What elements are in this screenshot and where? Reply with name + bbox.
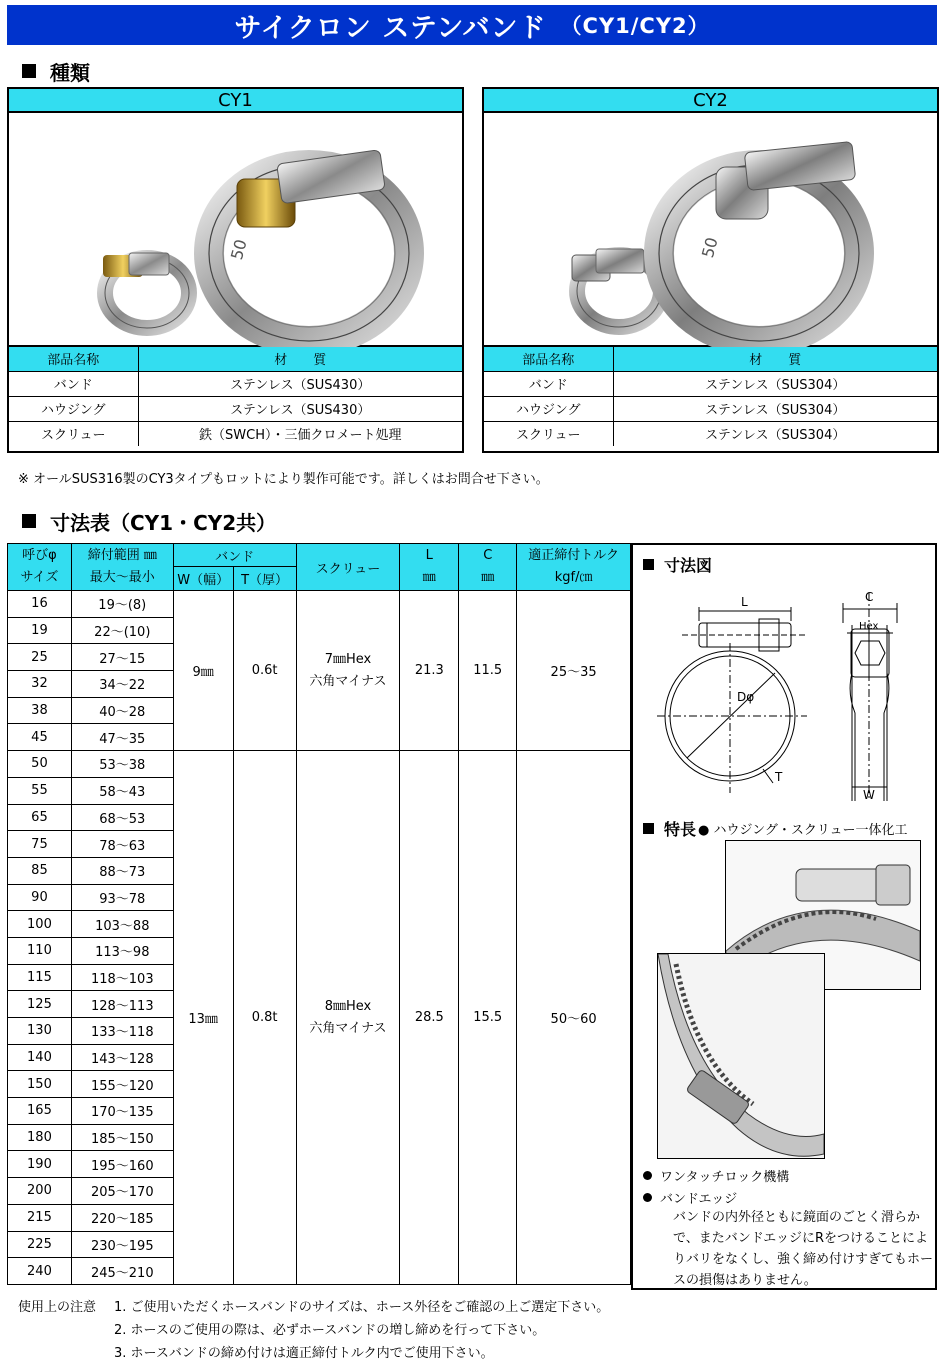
label-t: T — [775, 770, 783, 784]
features-heading — [643, 817, 908, 840]
product-photo-cy2 — [484, 113, 937, 347]
band-width-cell: 13㎜ — [173, 751, 233, 1285]
types-section-label: 種類 — [50, 60, 90, 85]
band-thickness-cell: 0.6t — [233, 591, 296, 751]
product-photo-cy1 — [9, 113, 462, 347]
range-cell: 155～120 — [71, 1071, 173, 1098]
part-name: スクリュー — [484, 421, 613, 446]
type-name-cy2: CY2 — [484, 89, 937, 113]
range-cell: 220～185 — [71, 1204, 173, 1231]
type-box-cy1 — [7, 87, 464, 453]
hose-clamp-image-cy2 — [484, 113, 937, 347]
hose-clamp-image-cy1 — [9, 113, 462, 347]
size-cell: 16 — [8, 591, 72, 618]
diagram-feature-panel — [631, 543, 937, 1290]
types-note: ※ オールSUS316製のCY3タイプもロットにより製作可能です。詳しくはお問合せ下さい。 — [18, 472, 549, 487]
bullet-dot-icon — [643, 1171, 652, 1180]
screw-line: 六角マイナス — [309, 1020, 387, 1036]
screw-line: 8㎜Hex — [324, 998, 372, 1014]
square-bullet-icon — [22, 514, 36, 528]
material-value: ステンレス（SUS304） — [613, 421, 937, 446]
material-value: ステンレス（SUS304） — [613, 371, 937, 396]
square-bullet-icon — [22, 64, 36, 78]
material-header-part: 部品名称 — [9, 347, 138, 371]
size-stamp-cy1: 50 — [226, 237, 251, 262]
features-title: 特長 — [664, 820, 697, 839]
size-cell: 85 — [8, 857, 72, 884]
dimension-diagram — [647, 573, 927, 801]
one-touch-lock-image — [658, 954, 824, 1158]
page-title — [7, 5, 937, 45]
dim-section-label: 寸法表（CY1・CY2共） — [50, 510, 277, 535]
range-cell: 27～15 — [71, 644, 173, 671]
size-cell: 140 — [8, 1044, 72, 1071]
size-cell: 50 — [8, 751, 72, 778]
header-torque-line1: 適正締付トルク — [528, 548, 619, 563]
usage-notes-label: 使用上の注意 — [18, 1300, 97, 1315]
table-row — [484, 421, 937, 446]
part-name: スクリュー — [9, 421, 138, 446]
part-name: バンド — [9, 371, 138, 396]
part-name: ハウジング — [9, 396, 138, 421]
usage-note: 1. ご使用いただくホースバンドのサイズは、ホース外径をご確認の上ご選定下さい。 — [114, 1300, 610, 1315]
size-cell: 55 — [8, 777, 72, 804]
material-value: 鉄（SWCH）・三価クロメート処理 — [138, 421, 462, 446]
dimension-table-body — [8, 591, 631, 1285]
range-cell: 68～53 — [71, 804, 173, 831]
header-torque-line2: kgf/㎝ — [554, 570, 593, 585]
material-header-material: 材 質 — [138, 347, 462, 371]
size-cell: 180 — [8, 1124, 72, 1151]
size-cell: 32 — [8, 671, 72, 698]
part-name: ハウジング — [484, 396, 613, 421]
header-w: W（幅） — [173, 567, 233, 591]
feature-photo-lock — [657, 953, 825, 1159]
title-main: サイクロン ステンバンド — [234, 12, 547, 44]
c-cell: 11.5 — [459, 591, 517, 751]
label-w: W — [863, 788, 875, 801]
range-cell: 128～113 — [71, 991, 173, 1018]
label-d: Dφ — [737, 690, 755, 704]
torque-cell: 50～60 — [517, 751, 631, 1285]
range-cell: 88～73 — [71, 857, 173, 884]
material-header-material: 材 質 — [613, 347, 937, 371]
size-cell: 240 — [8, 1258, 72, 1285]
table-row — [484, 371, 937, 396]
header-l-line2: ㎜ — [422, 570, 436, 585]
screw-cell — [296, 591, 400, 751]
range-cell: 47～35 — [71, 724, 173, 751]
range-cell: 103～88 — [71, 911, 173, 938]
range-cell: 143～128 — [71, 1044, 173, 1071]
range-cell: 195～160 — [71, 1151, 173, 1178]
header-c-line1: C — [483, 548, 493, 563]
header-l-line1: L — [425, 548, 433, 563]
length-cell: 21.3 — [400, 591, 459, 751]
type-box-cy2 — [482, 87, 939, 453]
feature-item-label: ワンタッチロック機構 — [660, 1170, 790, 1185]
range-cell: 170～135 — [71, 1098, 173, 1125]
band-thickness-cell: 0.8t — [233, 751, 296, 1285]
length-cell: 28.5 — [400, 751, 459, 1285]
label-l: L — [741, 595, 748, 609]
size-cell: 100 — [8, 911, 72, 938]
title-sub: （CY1/CY2） — [560, 14, 710, 38]
header-band: バンド — [173, 544, 296, 567]
type-name-cy1: CY1 — [9, 89, 462, 113]
screw-line: 7㎜Hex — [324, 651, 372, 667]
table-row — [9, 396, 462, 421]
screw-line: 六角マイナス — [309, 673, 387, 689]
table-row — [8, 751, 631, 778]
header-range-line1: 締付範囲 ㎜ — [87, 548, 157, 563]
size-cell: 225 — [8, 1231, 72, 1258]
size-cell: 130 — [8, 1018, 72, 1045]
edge-description-line: で、またバンドエッジにRをつけることによ — [673, 1231, 928, 1246]
torque-cell: 25～35 — [517, 591, 631, 751]
material-value: ステンレス（SUS430） — [138, 396, 462, 421]
range-cell: 78～63 — [71, 831, 173, 858]
material-value: ステンレス（SUS304） — [613, 396, 937, 421]
edge-description — [673, 1207, 937, 1291]
size-cell: 125 — [8, 991, 72, 1018]
range-cell: 185～150 — [71, 1124, 173, 1151]
size-cell: 38 — [8, 697, 72, 724]
header-torque — [517, 544, 631, 591]
range-cell: 40～28 — [71, 697, 173, 724]
size-cell: 115 — [8, 964, 72, 991]
material-value: ステンレス（SUS430） — [138, 371, 462, 396]
size-cell: 215 — [8, 1204, 72, 1231]
size-cell: 150 — [8, 1071, 72, 1098]
edge-description-line: りバリをなくし、強く締め付けすぎてもホー — [673, 1252, 934, 1267]
header-c — [459, 544, 517, 591]
feature-item-edge — [643, 1188, 737, 1207]
size-cell: 45 — [8, 724, 72, 751]
part-name: バンド — [484, 371, 613, 396]
screw-cell — [296, 751, 400, 1285]
material-table-cy1 — [9, 347, 462, 446]
c-cell: 15.5 — [459, 751, 517, 1285]
features-lead: ● ハウジング・スクリュー一体化工 — [698, 823, 908, 838]
label-hex: Hex — [859, 621, 879, 632]
bullet-dot-icon — [643, 1193, 652, 1202]
dimension-table — [7, 543, 631, 1285]
size-cell: 110 — [8, 937, 72, 964]
size-cell: 25 — [8, 644, 72, 671]
range-cell: 58～43 — [71, 777, 173, 804]
header-range-line2: 最大～最小 — [89, 570, 155, 585]
diagram-title: 寸法図 — [664, 556, 713, 575]
header-size-line2: サイズ — [20, 570, 59, 585]
square-bullet-icon — [643, 559, 654, 570]
size-cell: 19 — [8, 617, 72, 644]
size-cell: 165 — [8, 1098, 72, 1125]
table-row — [9, 421, 462, 446]
band-width-cell: 9㎜ — [173, 591, 233, 751]
table-row — [484, 396, 937, 421]
range-cell: 53～38 — [71, 751, 173, 778]
header-c-line2: ㎜ — [481, 570, 495, 585]
range-cell: 245～210 — [71, 1258, 173, 1285]
range-cell: 19～(8) — [71, 591, 173, 618]
header-range — [71, 544, 173, 591]
square-bullet-icon — [643, 823, 654, 834]
size-cell: 90 — [8, 884, 72, 911]
range-cell: 34～22 — [71, 671, 173, 698]
feature-item-one-touch — [643, 1166, 789, 1185]
usage-note: 2. ホースのご使用の際は、必ずホースバンドの増し締めを行って下さい。 — [114, 1323, 546, 1338]
dim-section-heading — [22, 508, 276, 534]
range-cell: 22～(10) — [71, 617, 173, 644]
material-table-cy2 — [484, 347, 937, 446]
edge-description-line: スの損傷はありません。 — [673, 1273, 817, 1288]
range-cell: 118～103 — [71, 964, 173, 991]
usage-note: 3. ホースバンドの締め付けは適正締付トルク内でご使用下さい。 — [114, 1346, 494, 1361]
header-screw: スクリュー — [296, 544, 400, 591]
table-row — [9, 371, 462, 396]
header-l — [400, 544, 459, 591]
size-stamp-cy2: 50 — [697, 235, 722, 260]
range-cell: 113～98 — [71, 937, 173, 964]
header-size-line1: 呼びφ — [22, 548, 57, 563]
header-size — [8, 544, 72, 591]
usage-notes — [18, 1296, 609, 1365]
size-cell: 200 — [8, 1178, 72, 1205]
edge-description-line: バンドの内外径ともに鏡面のごとく滑らか — [673, 1210, 921, 1225]
range-cell: 133～118 — [71, 1018, 173, 1045]
size-cell: 190 — [8, 1151, 72, 1178]
header-t: T（厚） — [233, 567, 296, 591]
range-cell: 230～195 — [71, 1231, 173, 1258]
material-header-part: 部品名称 — [484, 347, 613, 371]
types-section-heading — [22, 58, 90, 84]
range-cell: 93～78 — [71, 884, 173, 911]
range-cell: 205～170 — [71, 1178, 173, 1205]
feature-item-label: バンドエッジ — [660, 1192, 738, 1207]
label-c: C — [865, 590, 874, 604]
size-cell: 75 — [8, 831, 72, 858]
table-row — [8, 591, 631, 618]
size-cell: 65 — [8, 804, 72, 831]
